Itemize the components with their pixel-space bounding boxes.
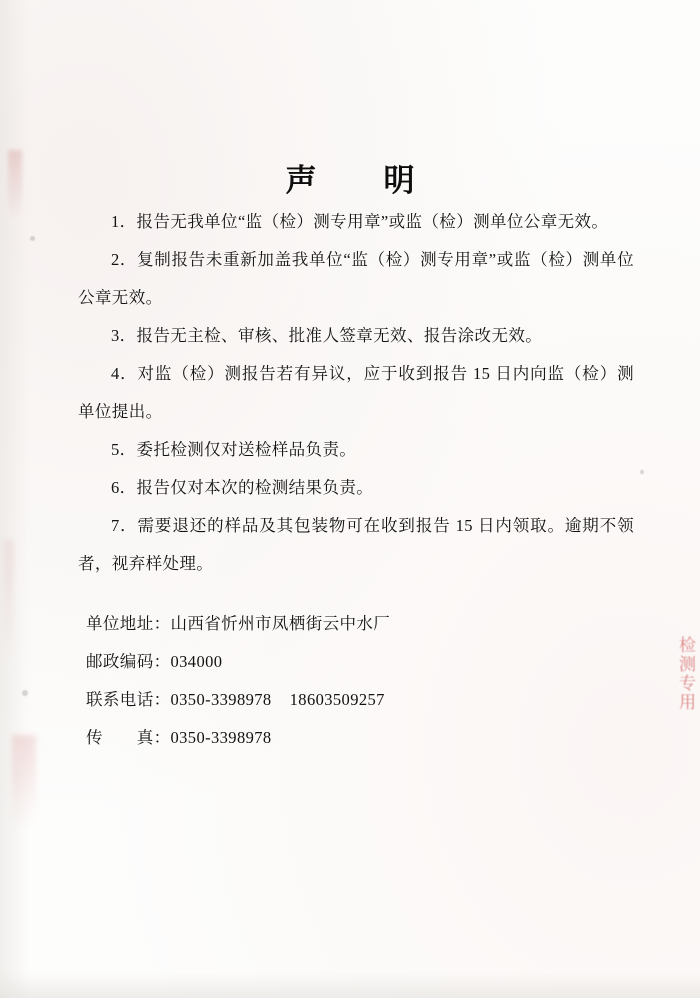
scan-edge-shadow-bottom: [0, 972, 700, 998]
clause-item: 7．需要退还的样品及其包装物可在收到报告 15 日内领取。逾期不领者，视弃样处理。: [78, 516, 634, 573]
scan-speck: [640, 470, 644, 474]
clause-item: 6．报告仅对本次的检测结果负责。: [111, 478, 374, 497]
scan-artifact-mark-bottom: [12, 735, 36, 825]
clause-item: 1．报告无我单位“监（检）测专用章”或监（检）测单位公章无效。: [111, 212, 609, 231]
clause-item: 3．报告无主检、审核、批准人签章无效、报告涂改无效。: [111, 326, 543, 345]
red-stamp-mark: 检测专用: [676, 636, 695, 712]
contact-address: 单位地址：山西省忻州市凤栖街云中水厂: [86, 614, 391, 633]
contact-information: [86, 605, 626, 757]
contact-phone: 联系电话：0350-3398978 18603509257: [86, 690, 385, 709]
contact-postal-code: 邮政编码：034000: [86, 652, 223, 671]
scan-artifact-mark-middle: [4, 540, 14, 660]
scan-speck: [22, 690, 28, 696]
scan-edge-shadow-left: [0, 0, 30, 998]
clause-item: 5．委托检测仅对送检样品负责。: [111, 440, 357, 459]
contact-fax: 传 真：0350-3398978: [86, 728, 272, 747]
scan-speck: [30, 236, 35, 241]
declaration-clauses: [78, 203, 634, 583]
clause-item: 2．复制报告未重新加盖我单位“监（检）测专用章”或监（检）测单位公章无效。: [78, 250, 634, 307]
page-title: 声 明: [285, 163, 433, 198]
clause-item: 4．对监（检）测报告若有异议，应于收到报告 15 日内向监（检）测单位提出。: [78, 364, 634, 421]
